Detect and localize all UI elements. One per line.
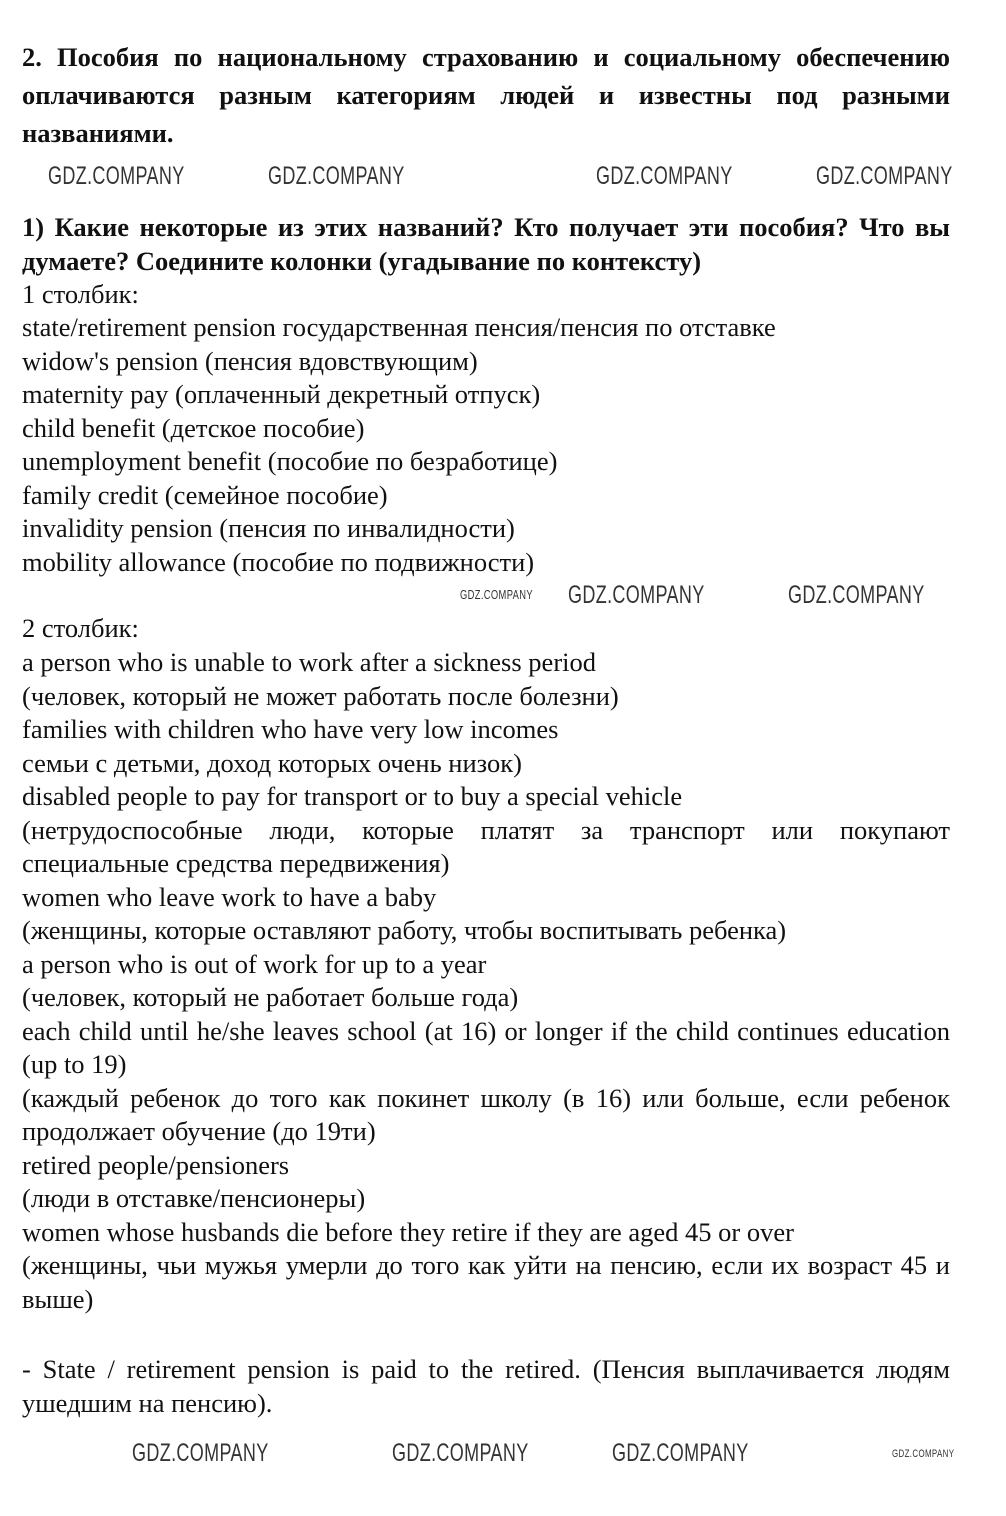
list-item: invalidity pension (пенсия по инвалидности)	[22, 513, 515, 543]
list-item: families with children who have very low incomes	[22, 714, 559, 744]
list-item: women whose husbands die before they retire if they are aged 45 or over	[22, 1216, 794, 1247]
task-question: 1) Какие некоторые из этих названий? Кто получает эти пособия? Что вы думаете? Соедините колонки (угадывание по контексту)	[22, 212, 950, 276]
list-item: disabled people to pay for transport or to buy a special vehicle	[22, 781, 683, 811]
list-item: family credit (семейное пособие)	[22, 479, 388, 510]
list-item: maternity pay (оплаченный декретный отпуск)	[22, 379, 541, 409]
column1-list	[22, 311, 950, 579]
list-item: (человек, который не работает больше года)	[22, 982, 519, 1012]
watermark: GDZ.COMPANY	[612, 1439, 749, 1467]
list-item: retired people/pensioners	[22, 1149, 290, 1180]
list-item: (нетрудоспособные люди, которые платят за транспорт или покупают специальные средства передвижения)	[22, 814, 950, 878]
list-item: (люди в отставке/пенсионеры)	[22, 1183, 366, 1213]
list-item: state/retirement pension государственная пенсия/пенсия по отставке	[22, 312, 776, 342]
list-item: семьи с детьми, доход которых очень низок)	[22, 747, 522, 778]
column1-label: 1 столбик:	[22, 279, 139, 309]
watermark: GDZ.COMPANY	[788, 581, 925, 609]
list-item: widow's pension (пенсия вдовствующим)	[22, 345, 478, 376]
list-item: each child until he/she leaves school (at 16) or longer if the child continues education (up to 19)	[22, 1015, 950, 1079]
list-item: (каждый ребенок до того как покинет школу (в 16) или больше, если ребенок продолжает обучение (до 19ти)	[22, 1082, 950, 1146]
column2-label: 2 столбик:	[22, 613, 139, 643]
watermark: GDZ.COMPANY	[892, 1448, 955, 1460]
watermark: GDZ.COMPANY	[816, 162, 953, 190]
watermark: GDZ.COMPANY	[48, 162, 185, 190]
answer-text: - State / retirement pension is paid to the retired. (Пенсия выплачивается людям ушедшим на пенсию).	[22, 1354, 950, 1418]
watermark: GDZ.COMPANY	[596, 162, 733, 190]
watermark: GDZ.COMPANY	[460, 587, 533, 602]
watermark: GDZ.COMPANY	[132, 1439, 269, 1467]
column2-list	[22, 646, 950, 1316]
list-item: child benefit (детское пособие)	[22, 412, 365, 443]
list-item: women who leave work to have a baby	[22, 881, 437, 912]
list-item: a person who is unable to work after a sickness period	[22, 647, 597, 677]
watermark: GDZ.COMPANY	[268, 162, 405, 190]
list-item: (женщины, которые оставляют работу, чтобы воспитывать ребенка)	[22, 915, 787, 945]
list-item: (человек, который не может работать после болезни)	[22, 680, 619, 711]
list-item: a person who is out of work for up to a year	[22, 948, 487, 979]
list-item: (женщины, чьи мужья умерли до того как уйти на пенсию, если их возраст 45 и выше)	[22, 1250, 950, 1314]
list-item: mobility allowance (пособие по подвижности)	[22, 546, 535, 577]
list-item: unemployment benefit (пособие по безработице)	[22, 446, 558, 476]
watermark: GDZ.COMPANY	[392, 1439, 529, 1467]
watermark: GDZ.COMPANY	[568, 581, 705, 609]
task-title: 2. Пособия по национальному страхованию и социальному обеспечению оплачиваются разным категориям людей и известны под разными названиями.	[22, 42, 950, 148]
